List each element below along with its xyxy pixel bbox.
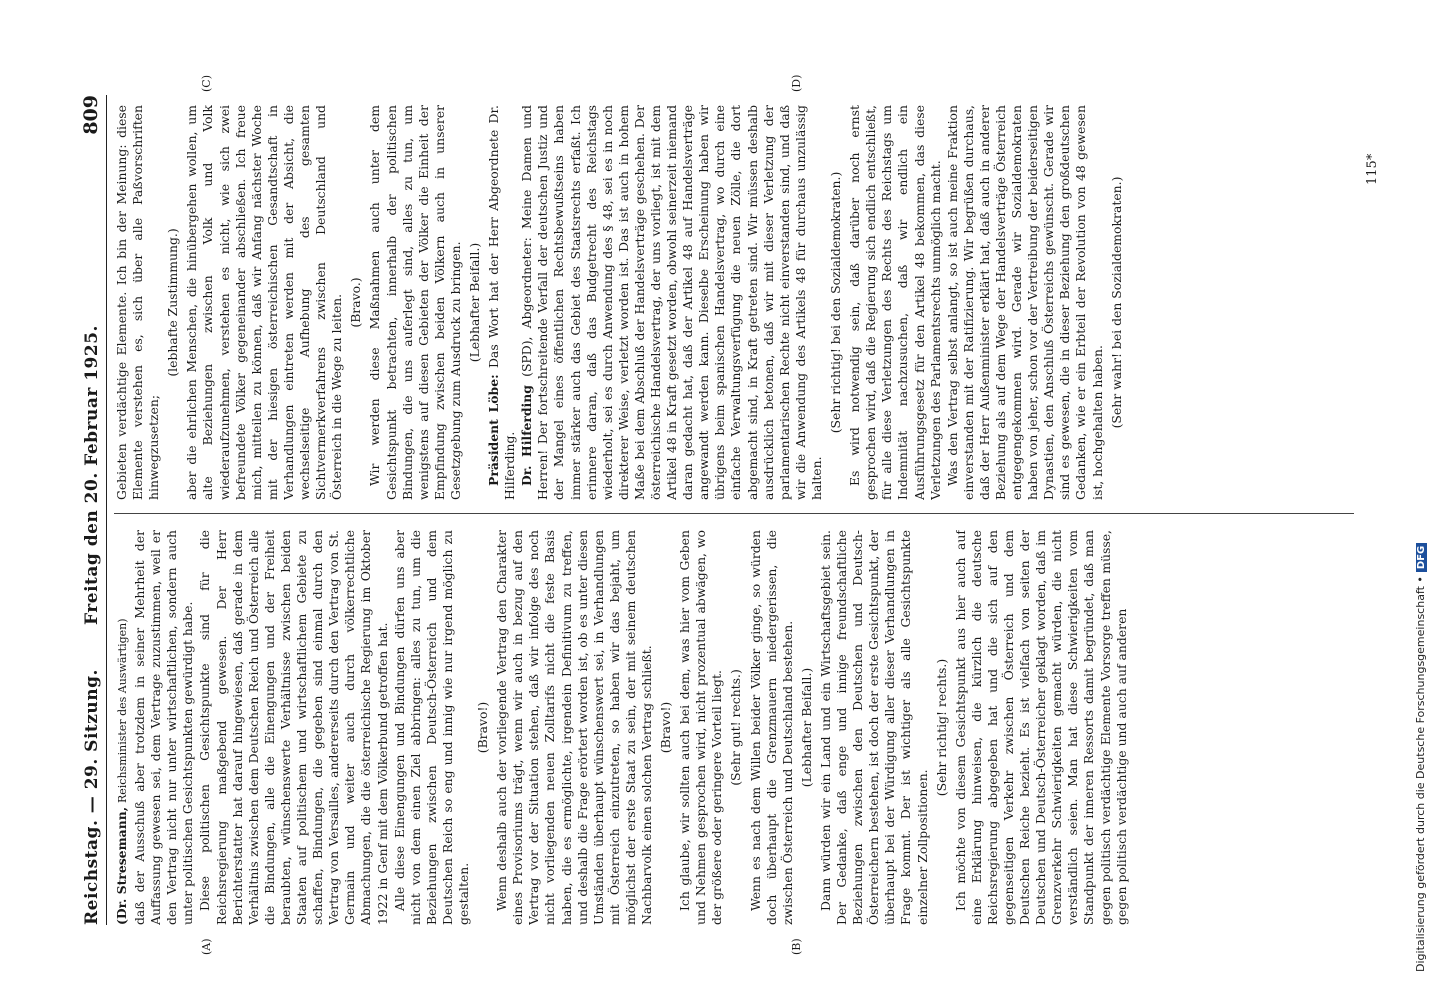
speaker-heading (114, 530, 131, 925)
interjection: (lebhafte Zustimmung.) (165, 228, 181, 377)
interjection: (Sehr richtig! bei den Sozialdemokraten.) (828, 171, 844, 434)
interjection: (Lebhafter Beifall.) (466, 242, 482, 363)
speaker-name: Dr. Hilferding (519, 385, 535, 486)
interjection: (Bravo!) (658, 701, 674, 754)
right-column (114, 105, 1354, 500)
margin-marker-a: (A) (200, 938, 213, 955)
president-statement (486, 105, 518, 500)
speaker-role: Reichsminister des Auswärtigen) (116, 618, 129, 803)
speech-text: Abgeordneter: Meine Damen und Herren! Der fortschreitende Verfall der deutschen Justiz und der Mangel eines öffentlichen Rechtsbewußtseins haben immer stärker auch das Gebiet des Staatsrechts erfaßt. Ich erinnere daran, daß das Budgetrecht des Reichstags wiederholt, sei es durch Anwendung des § 48, sei es in noch direkterer Weise, verletzt worden ist. Das ist auch in hohem Maße bei dem Abschluß der Handelsverträge geschehen. Der österreichische Handelsvertrag, der uns vorliegt, ist mit dem Artikel 48 in Kraft gesetzt worden, obwohl seinerzeit niemand daran gedacht hat, daß der Artikel 48 auf Handelsverträge angewandt werden kann. Dieselbe Erscheinung haben wir übrigens beim spanischen Handelsvertrag, wo durch eine einfache Verwaltungsverfügung die neuen Zölle, die dort abgemacht sind, in Kraft getreten sind. Wir müssen deshalb ausdrücklich betonen, daß wir mit dieser Verletzung der parlamentarischen Rechte nicht einverstanden sind, und daß wir die Anwendung des Artikels 48 für durchaus unzulässig halten. (519, 105, 824, 500)
interjection: (Sehr wahr! bei den Sozialdemokraten.) (1108, 176, 1124, 429)
column-rule (114, 513, 1354, 514)
speech-opening (519, 105, 825, 500)
paragraph: Wenn deshalb auch der vorliegende Vertrag den Charakter eines Provisoriums trägt, wenn wir auch in bezug auf den Vertrag vor der Situation stehen, daß wir infolge des noch nicht vorliegenden neuen Zolltarifs nicht die feste Basis haben, die es ermöglichte, irgendein Definitivum zu treffen, und deshalb die Frage erörtert worden ist, ob es unter diesen Umständen überhaupt wünschenswert sei, in Verhandlungen mit Österreich einzutreten, so haben wir das bejaht, um möglichst der erste Staat zu sein, der mit seinem deutschen Nachbarvolk einen solchen Vertrag schließt. (494, 530, 654, 925)
paragraph: Alle diese Einengungen und Bindungen dürfen uns aber nicht von dem einen Ziel abbringen: alles zu tun, um die Beziehungen zwischen Deutsch-Österreich und dem Deutschen Reich so eng und innig wie nur irgend möglich zu gestalten. (391, 530, 471, 925)
margin-marker-b: (B) (790, 938, 803, 955)
interjection: (Sehr richtig! rechts.) (933, 658, 949, 797)
running-head-session: Reichstag. — 29. Sitzung. (82, 669, 102, 925)
digitization-credit (1414, 72, 1427, 972)
interjection: (Bravo.) (348, 277, 364, 328)
paragraph: Diese politischen Gesichtspunkte sind für die Reichsregierung maßgebend gewesen. Der Herr Berichterstatter hat darauf hingewiesen, daß gerade in dem Verhältnis zwischen dem Deutschen Reich und Österreich alle die Bindungen, alle die Einengungen und der Freiheit beraubten, wünschenswerte Verhältnisse zwischen beiden Staaten auf politischem und wirtschaftlichem Gebiete zu schaffen, Bindungen, die gegeben sind einmal durch den Vertrag von Versailles, andererseits durch den Vertrag von St. Germain und weiter auch durch völkerrechtliche Abmachungen, die die österreichische Regierung im Oktober 1922 in Genf mit dem Völkerbund getroffen hat. (197, 530, 390, 925)
president-name: Präsident Löbe: (486, 374, 502, 486)
digitization-sidebar (1412, 12, 1432, 988)
paragraph: Dann würden wir ein Land und ein Wirtschaftsgebiet sein. Der Gedanke, daß enge und innige freundschaftliche Beziehungen zwischen den Deutschen und Deutsch-Österreichern bestehen, ist doch der erste Gesichtspunkt, der überhaupt bei der Würdigung aller dieser Verhandlungen in Frage kommt. Der ist wichtiger als alle Gesichtspunkte einzelner Zollpositionen. (817, 530, 930, 925)
page-number: 809 (80, 95, 102, 135)
paragraph: Was den Vertrag selbst anlangt, so ist auch meine Fraktion einverstanden mit der Ratifizierung. Wir begrüßen durchaus, daß der Herr Außenminister erklärt hat, daß auch in anderer Beziehung als auf dem Wege der Handelsverträge Österreich entgegengekommen wird. Gerade wir Sozialdemokraten haben von jeher, schon vor der Vertreibung der beiderseitigen Dynastien, den Anschluß Österreichs gewünscht. Gerade wir sind es gewesen, die in dieser Beziehung den großdeutschen Gedanken, wie er ein Erbteil der Revolution von 48 gewesen ist, hochgehalten haben. (944, 105, 1105, 500)
paragraph: Gebieten verdächtige Elemente. Ich bin der Meinung: diese Elemente verstehen es, sich über alle Paßvorschriften hinwegzusetzen; (114, 105, 162, 500)
margin-marker-d: (D) (790, 74, 803, 92)
interjection: (Sehr gut! rechts.) (728, 669, 744, 786)
margin-marker-c: (C) (200, 75, 213, 92)
interjection: (Lebhafter Beifall.) (798, 667, 814, 788)
speaker-party: (SPD), (519, 336, 535, 377)
dfg-logo: DFG (1416, 543, 1427, 572)
paragraph: Wenn es nach dem Willen beider Völker ginge, so würden doch überhaupt die Grenzmauern niedergerissen, die zwischen Österreich und Deutschland bestehen. (747, 530, 795, 925)
president-text: Das Wort hat der Herr Abgeordnete Dr. Hilferding. (486, 105, 518, 500)
paragraph: Es wird notwendig sein, daß darüber noch ernst gesprochen wird, daß die Regierung sich endlich entschließt, für alle diese Verletzungen des Rechts des Reichstags um Indemnität nachzusuchen, daß wir endlich ein Ausführungsgesetz für den Artikel 48 bekommen, das diese Verletzungen des Parlamentsrechts unmöglich macht. (847, 105, 943, 500)
signature-mark: 115* (1365, 153, 1380, 185)
running-head (80, 95, 107, 925)
paragraph: Wir werden diese Maßnahmen auch unter dem Gesichtspunkt betrachten, innerhalb der politischen Bindungen, die uns auferlegt sind, alles zu tun, um wenigstens auf diesen Gebieten der Völker die Einheit der Empfindung zwischen beiden Völkern auch in unserer Gesetzgebung zum Ausdruck zu bringen. (367, 105, 463, 500)
rotated-sheet (80, 74, 1410, 955)
paragraph: Ich glaube, wir sollten auch bei dem, was hier vom Geben und Nehmen gesprochen wird, nicht prozentual abwägen, wo der größere oder geringere Vorteil liegt. (677, 530, 725, 925)
speaker-name: (Dr. Stresemann, (114, 806, 129, 925)
paragraph: daß der Ausschuß aber trotzdem in seiner Mehrheit der Auffassung gewesen sei, dem Vertrage zuzustimmen, weil er den Vertrag nicht nur unter wirtschaftlichen, sondern auch unter politischen Gesichtspunkten gewürdigt habe. (132, 530, 196, 925)
paragraph: Ich möchte von diesem Gesichtspunkt aus hier auch auf eine Erklärung hinweisen, die kürzlich die deutsche Reichsregierung abgegeben hat und die sich auf den gegenseitigen Verkehr zwischen Österreich und dem Deutschen Reiche bezieht. Es ist vielfach von seiten der Deutschen und Deutsch-Österreicher geklagt worden, daß im Grenzverkehr Schwierigkeiten gemacht würden, die nicht verständlich seien. Man hat diese Schwierigkeiten vom Standpunkt der inneren Ressorts damit begründet, daß man gegen politisch verdächtige Elemente Vorsorge treffen müsse, gegen politisch verdächtige und auch auf anderen (952, 530, 1129, 925)
paragraph: aber die ehrlichen Menschen, die hinübergehen wollen, um alte Beziehungen zwischen Volk und Volk wiederaufzunehmen, verstehen es nicht, wie sich zwei befreundete Völker gegeneinander abschließen. Ich freue mich, mitteilen zu können, daß wir Anfang nächster Woche mit der hiesigen österreichischen Gesandtschaft in Verhandlungen eintreten werden mit der Absicht, die wechselseitige Aufhebung des gesamten Sichtvermerkverfahrens zwischen Deutschland und Österreich in die Wege zu leiten. (184, 105, 345, 500)
left-column (114, 530, 1354, 925)
running-head-date: Freitag den 20. Februar 1925. (82, 325, 102, 625)
interjection: (Bravo!) (475, 701, 491, 754)
digitization-credit-text: Digitalisierung gefördert durch die Deutsche Forschungsgemeinschaft • (1414, 576, 1427, 972)
